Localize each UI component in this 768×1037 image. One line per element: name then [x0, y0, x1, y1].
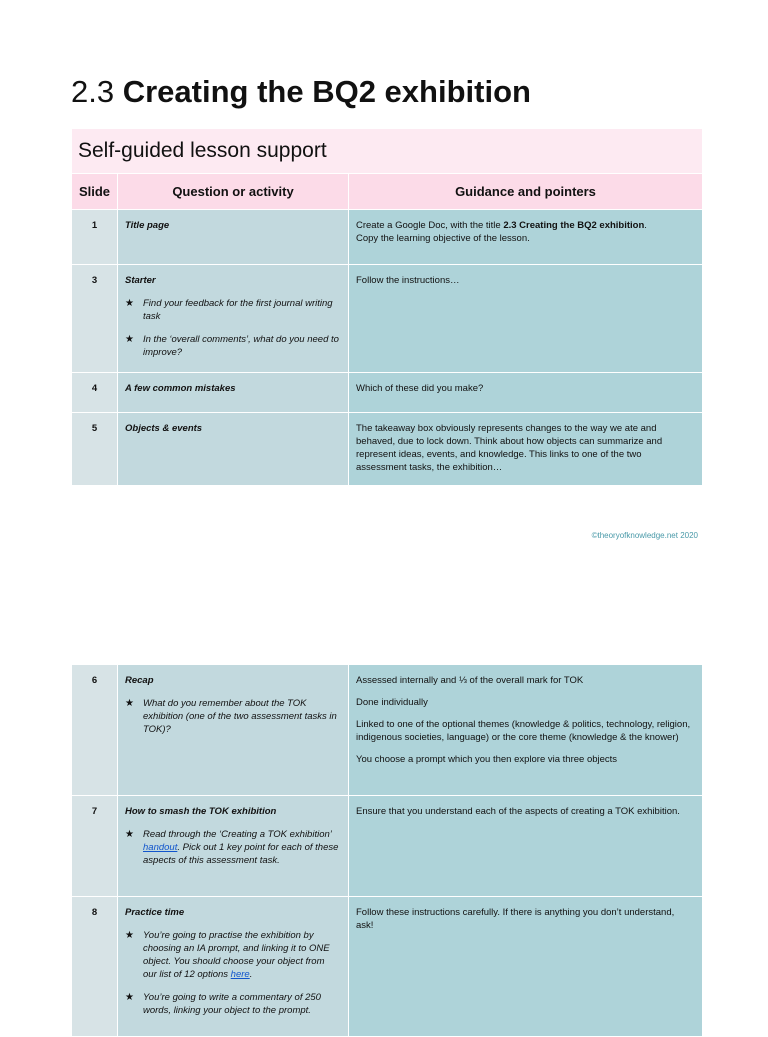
guidance-text-line: Copy the learning objective of the lesson.: [356, 233, 530, 244]
question-cell: [118, 897, 349, 1037]
question-cell: [118, 373, 349, 413]
bullet-text: What do you remember about the TOK exhibition (one of the two assessment tasks in TOK)?: [143, 698, 337, 735]
lesson-table-page2: [71, 664, 703, 1037]
slide-number: 1: [72, 210, 118, 265]
bullet-text: In the ‘overall comments’, what do you need to improve?: [143, 334, 339, 358]
question-cell: [118, 265, 349, 373]
guidance-text: The takeaway box obviously represents changes to the way we ate and behaved, due to lock down. Think about how objects can summarize and represent ideas, events, and knowledge. This links to one of the two assessment tasks, the exhibition…: [356, 423, 663, 473]
table-row: [72, 897, 703, 1037]
guidance-text: Follow these instructions carefully. If there is anything you don’t understand, ask!: [356, 907, 675, 931]
question-title: Recap: [125, 675, 154, 686]
table-row: [72, 373, 703, 413]
header-question: Question or activity: [118, 174, 349, 210]
guidance-paragraph: You choose a prompt which you then explore via three objects: [356, 754, 618, 765]
guidance-cell: [349, 796, 703, 897]
title-number: 2.3: [71, 74, 115, 109]
question-title: How to smash the TOK exhibition: [125, 806, 277, 817]
guidance-text-part: Create a Google Doc, with the title: [356, 220, 504, 231]
slide-number: 3: [72, 265, 118, 373]
bullet-text: Read through the ‘Creating a TOK exhibition’: [143, 829, 332, 840]
star-bullet-icon: ★: [125, 298, 134, 309]
star-bullet-icon: ★: [125, 930, 134, 941]
page-title: [71, 72, 531, 112]
guidance-cell: [349, 897, 703, 1037]
slide-number: 5: [72, 413, 118, 486]
header-guidance: Guidance and pointers: [349, 174, 703, 210]
guidance-cell: [349, 413, 703, 486]
question-cell: [118, 665, 349, 796]
guidance-paragraph: Done individually: [356, 697, 428, 708]
bullet-text: Find your feedback for the first journal writing task: [143, 298, 333, 322]
slide-number: 8: [72, 897, 118, 1037]
lesson-table-page1: [71, 128, 703, 486]
banner: Self-guided lesson support: [72, 129, 703, 174]
bullet-list: [125, 828, 340, 867]
question-cell: [118, 413, 349, 486]
slide-number: 6: [72, 665, 118, 796]
question-title: Practice time: [125, 907, 185, 918]
guidance-paragraph: Linked to one of the optional themes (knowledge & politics, technology, religion, indigenous societies, language) or the core theme (knowledge & the knower): [356, 719, 691, 743]
list-item: [125, 697, 340, 736]
guidance-bold-title: 2.3 Creating the BQ2 exhibition: [503, 220, 645, 231]
copyright-footer: ©theoryofknowledge.net 2020: [591, 531, 698, 540]
title-text: Creating the BQ2 exhibition: [122, 74, 531, 109]
bullet-list: [125, 929, 340, 1017]
bullet-text: You’re going to write a commentary of 250 words, linking your object to the prompt.: [143, 992, 321, 1016]
guidance-cell: [349, 265, 703, 373]
question-title: Title page: [125, 220, 170, 231]
list-item: [125, 929, 340, 981]
question-cell: [118, 210, 349, 265]
slide-number: 7: [72, 796, 118, 897]
list-item: [125, 297, 340, 323]
guidance-text-part: .: [644, 220, 647, 231]
star-bullet-icon: ★: [125, 992, 134, 1003]
guidance-cell: [349, 210, 703, 265]
bullet-text: . Pick out 1 key point for each of these aspects of this assessment task.: [143, 842, 339, 866]
options-link[interactable]: here: [230, 969, 250, 980]
table-row: [72, 413, 703, 486]
list-item: [125, 991, 340, 1017]
star-bullet-icon: ★: [125, 698, 134, 709]
bullet-list: [125, 297, 340, 359]
table-row: [72, 210, 703, 265]
question-title: Objects & events: [125, 423, 203, 434]
table-row: [72, 265, 703, 373]
guidance-cell: [349, 373, 703, 413]
bullet-text: .: [249, 969, 253, 980]
question-title: A few common mistakes: [125, 383, 236, 394]
header-slide: Slide: [72, 174, 118, 210]
slide-number: 4: [72, 373, 118, 413]
guidance-text: [356, 219, 694, 232]
star-bullet-icon: ★: [125, 334, 134, 345]
list-item: [125, 828, 340, 867]
guidance-text: Follow the instructions…: [356, 275, 460, 286]
table-row: [72, 796, 703, 897]
bullet-list: [125, 697, 340, 736]
question-cell: [118, 796, 349, 897]
bullet-text: You’re going to practise the exhibition by choosing an IA prompt, and linking it to ONE object. You should choose your object from our list of 12 options: [143, 930, 330, 980]
guidance-text: Which of these did you make?: [356, 383, 484, 394]
handout-link[interactable]: handout: [143, 842, 178, 853]
guidance-paragraph: Assessed internally and ⅓ of the overall mark for TOK: [356, 675, 584, 686]
list-item: [125, 333, 340, 359]
star-bullet-icon: ★: [125, 829, 134, 840]
question-title: Starter: [125, 275, 156, 286]
guidance-text: Ensure that you understand each of the aspects of creating a TOK exhibition.: [356, 806, 680, 817]
table-row: [72, 665, 703, 796]
guidance-cell: [349, 665, 703, 796]
